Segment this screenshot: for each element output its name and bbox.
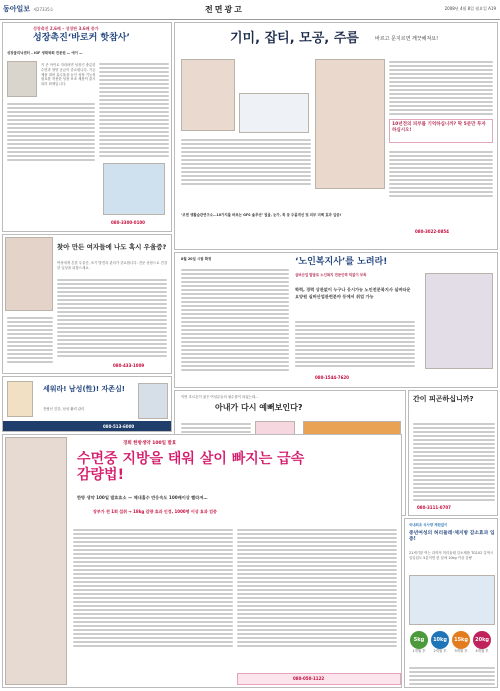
skin-ad-badge: [389, 119, 493, 143]
mens-ad-phone: 080-513-6000: [103, 424, 135, 429]
liver-ad-title: 간이 피곤하십니까?: [413, 395, 474, 403]
skin-ad-title: 기미, 잡티, 모공, 주름: [230, 31, 359, 46]
woman-photo: [5, 237, 53, 311]
diet-ad-title: 수면중 지방을 태워 살이 빠지는 급속감량법!: [77, 451, 305, 484]
growth-ad-kicker: 성장촉진 2.6배 – 성장판 3.6배 증가: [33, 26, 99, 31]
wife-ad-kicker: 이번 호르몬이 젊은 여성분들의 필수품이 되었는데…: [181, 395, 259, 399]
welfare-ad: [174, 252, 498, 388]
depression-ad-text: [57, 277, 167, 359]
diet-ad-kicker: 경희 한방생약 100일 발효: [123, 441, 177, 446]
welfare-nurse-photo: [425, 273, 493, 369]
skin-model-photo: [315, 59, 385, 189]
diet-ad: [2, 434, 402, 688]
growth-ad-title: 성장촉진‘바로커 핫참사’: [33, 33, 130, 43]
stat-label-3: 3개월 후: [454, 649, 468, 653]
stat-circle-2: 10kg: [431, 631, 449, 649]
diet-ad-text-1: [73, 527, 233, 649]
diet-ad-sub: 한방 생약 100일 발효효소 — 체내흡수 반응속도 100배이상 빨라져…: [77, 495, 208, 500]
mens-health-ad: [2, 376, 172, 432]
welfare-ad-kicker: 8월 20일 시험 확정: [181, 257, 212, 261]
stat-circle-1: 5kg: [410, 631, 428, 649]
welfare-ad-sub: 실버산업 발달로 노인복지 전문인력 턱없이 부족: [295, 273, 367, 277]
skin-before-photo: [181, 59, 235, 131]
stat-label-4: 4개월 후: [475, 649, 489, 653]
depression-ad: [2, 234, 172, 374]
depression-ad-text-left: [7, 315, 53, 365]
growth-ad-text: [7, 101, 95, 163]
skin-ad-text-lower: [389, 149, 493, 199]
waist-ad-text: [409, 665, 495, 687]
stat-label-1: 1개월 후: [412, 649, 426, 653]
date-page-info: 2008년 4월 8일 월요일 A19: [444, 6, 496, 11]
waist-ad: [404, 518, 498, 688]
newspaper-brand: 동아일보 제27335호: [3, 5, 54, 13]
welfare-ad-mid: 학력, 경력 상관없이 누구나 응시가능 노인전문복지사 실버타운 요양원 실버산업관련분야 등에서 취업 가능: [295, 287, 411, 299]
growth-ad-text-right: [99, 61, 169, 159]
mens-ad-footer-bar: [3, 421, 172, 432]
liver-ad-phone: 080-3111-0707: [417, 505, 451, 510]
waist-ad-title: 중년여성의 허리둘레·체지방 감소효과 입증!: [409, 531, 495, 543]
product-photo: [103, 163, 165, 215]
waist-before-after-photo: [409, 575, 495, 625]
stat-item: [472, 631, 492, 654]
welfare-ad-phone: 080-1544-7620: [315, 375, 349, 380]
mens-ad-sub: 전립선 건강, 남성 활력 관리: [43, 407, 85, 411]
stat-label-2: 2개월 후: [433, 649, 447, 653]
diet-ad-phone: 080-050-1122: [293, 676, 325, 681]
section-title: 전면광고: [205, 5, 244, 14]
diet-ad-text-2: [237, 527, 397, 649]
growth-ad: [2, 22, 172, 232]
growth-ad-caption: 성장클리닉센터 – IGF 생태학회 전문원 — 에이 —: [7, 51, 83, 55]
waist-ad-kicker: 국내최초 식사량 제한없이: [409, 523, 448, 527]
welfare-ad-text-mid: [295, 319, 415, 369]
wife-ad-title: 아내가 다시 예뻐보인다?: [215, 403, 303, 412]
skin-ad-footer: ‘코엔 생활습관연구소…10가지를 바르는 GFS 솔루션’ 얼굴, 눈가, 목 등 주름개선 및 피부 미백 효과 입증!: [181, 213, 342, 217]
liver-ad-text: [413, 421, 495, 503]
caricature-image: [7, 381, 33, 417]
liver-ad: [408, 390, 498, 516]
depression-ad-phone: 080-433-1009: [113, 363, 145, 368]
skin-product-photo: [239, 93, 309, 133]
growth-ad-phone: 080-3300-0100: [111, 220, 145, 225]
skin-care-ad: [174, 22, 498, 250]
page-header: [0, 0, 500, 20]
welfare-ad-text-left: [181, 267, 289, 373]
waist-stats: [409, 631, 497, 654]
welfare-ad-title: ‘노인복지사’를 노려라!: [295, 257, 388, 267]
depression-ad-title: 찾아 만든 여자들에 나도 혹시 우울증?: [57, 243, 167, 251]
skin-ad-subtitle: 바르고 문지르면 깨끗해져요!: [375, 36, 439, 42]
doctor-photo: [7, 61, 37, 97]
diet-ad-highlight: 장부가 전 1회 섭취 → 18kg 감량 효과 인정, 1000명 이상 효과 검증: [93, 509, 217, 514]
waist-ad-sub: 21세기를 여는 과학적 허리둘레 감소제품 TG102 갈색시 일일섭도 5분이면 한 달에 10kg 이상 감량: [409, 551, 494, 560]
growth-ad-intro: 키 큰 아이로 자라려면 성장기 충분한 수면과 영양 공급이 중요합니다. 기존 제품 대비 흡수율을 높인 성장 기능성 원료를 적용한 성장 보조 제품이 출시되어 화제입니다.: [41, 63, 96, 87]
depression-ad-body: 여성에게 흔한 우울증, 조기 발견과 관리가 중요합니다. 전문 상담으로 건강한 일상을 되찾으세요.: [57, 261, 168, 270]
mens-ad-title: 세워라! 남성(性)! 자존심!: [43, 385, 125, 393]
skin-ad-text-left: [181, 137, 311, 187]
stat-item: [409, 631, 429, 654]
skin-ad-text-right: [389, 59, 493, 117]
stat-item: [451, 631, 471, 654]
skin-ad-badge-text: 10년전의 피부를 기억하십니까? 딱 5분만 투자하십시오!: [392, 122, 486, 133]
stat-item: [430, 631, 450, 654]
mens-product-photo: [138, 383, 168, 419]
stat-circle-3: 15kg: [452, 631, 470, 649]
stat-circle-4: 20kg: [473, 631, 491, 649]
diet-model-photo: [5, 437, 67, 685]
skin-ad-phone: 080-3022-0854: [415, 229, 449, 234]
